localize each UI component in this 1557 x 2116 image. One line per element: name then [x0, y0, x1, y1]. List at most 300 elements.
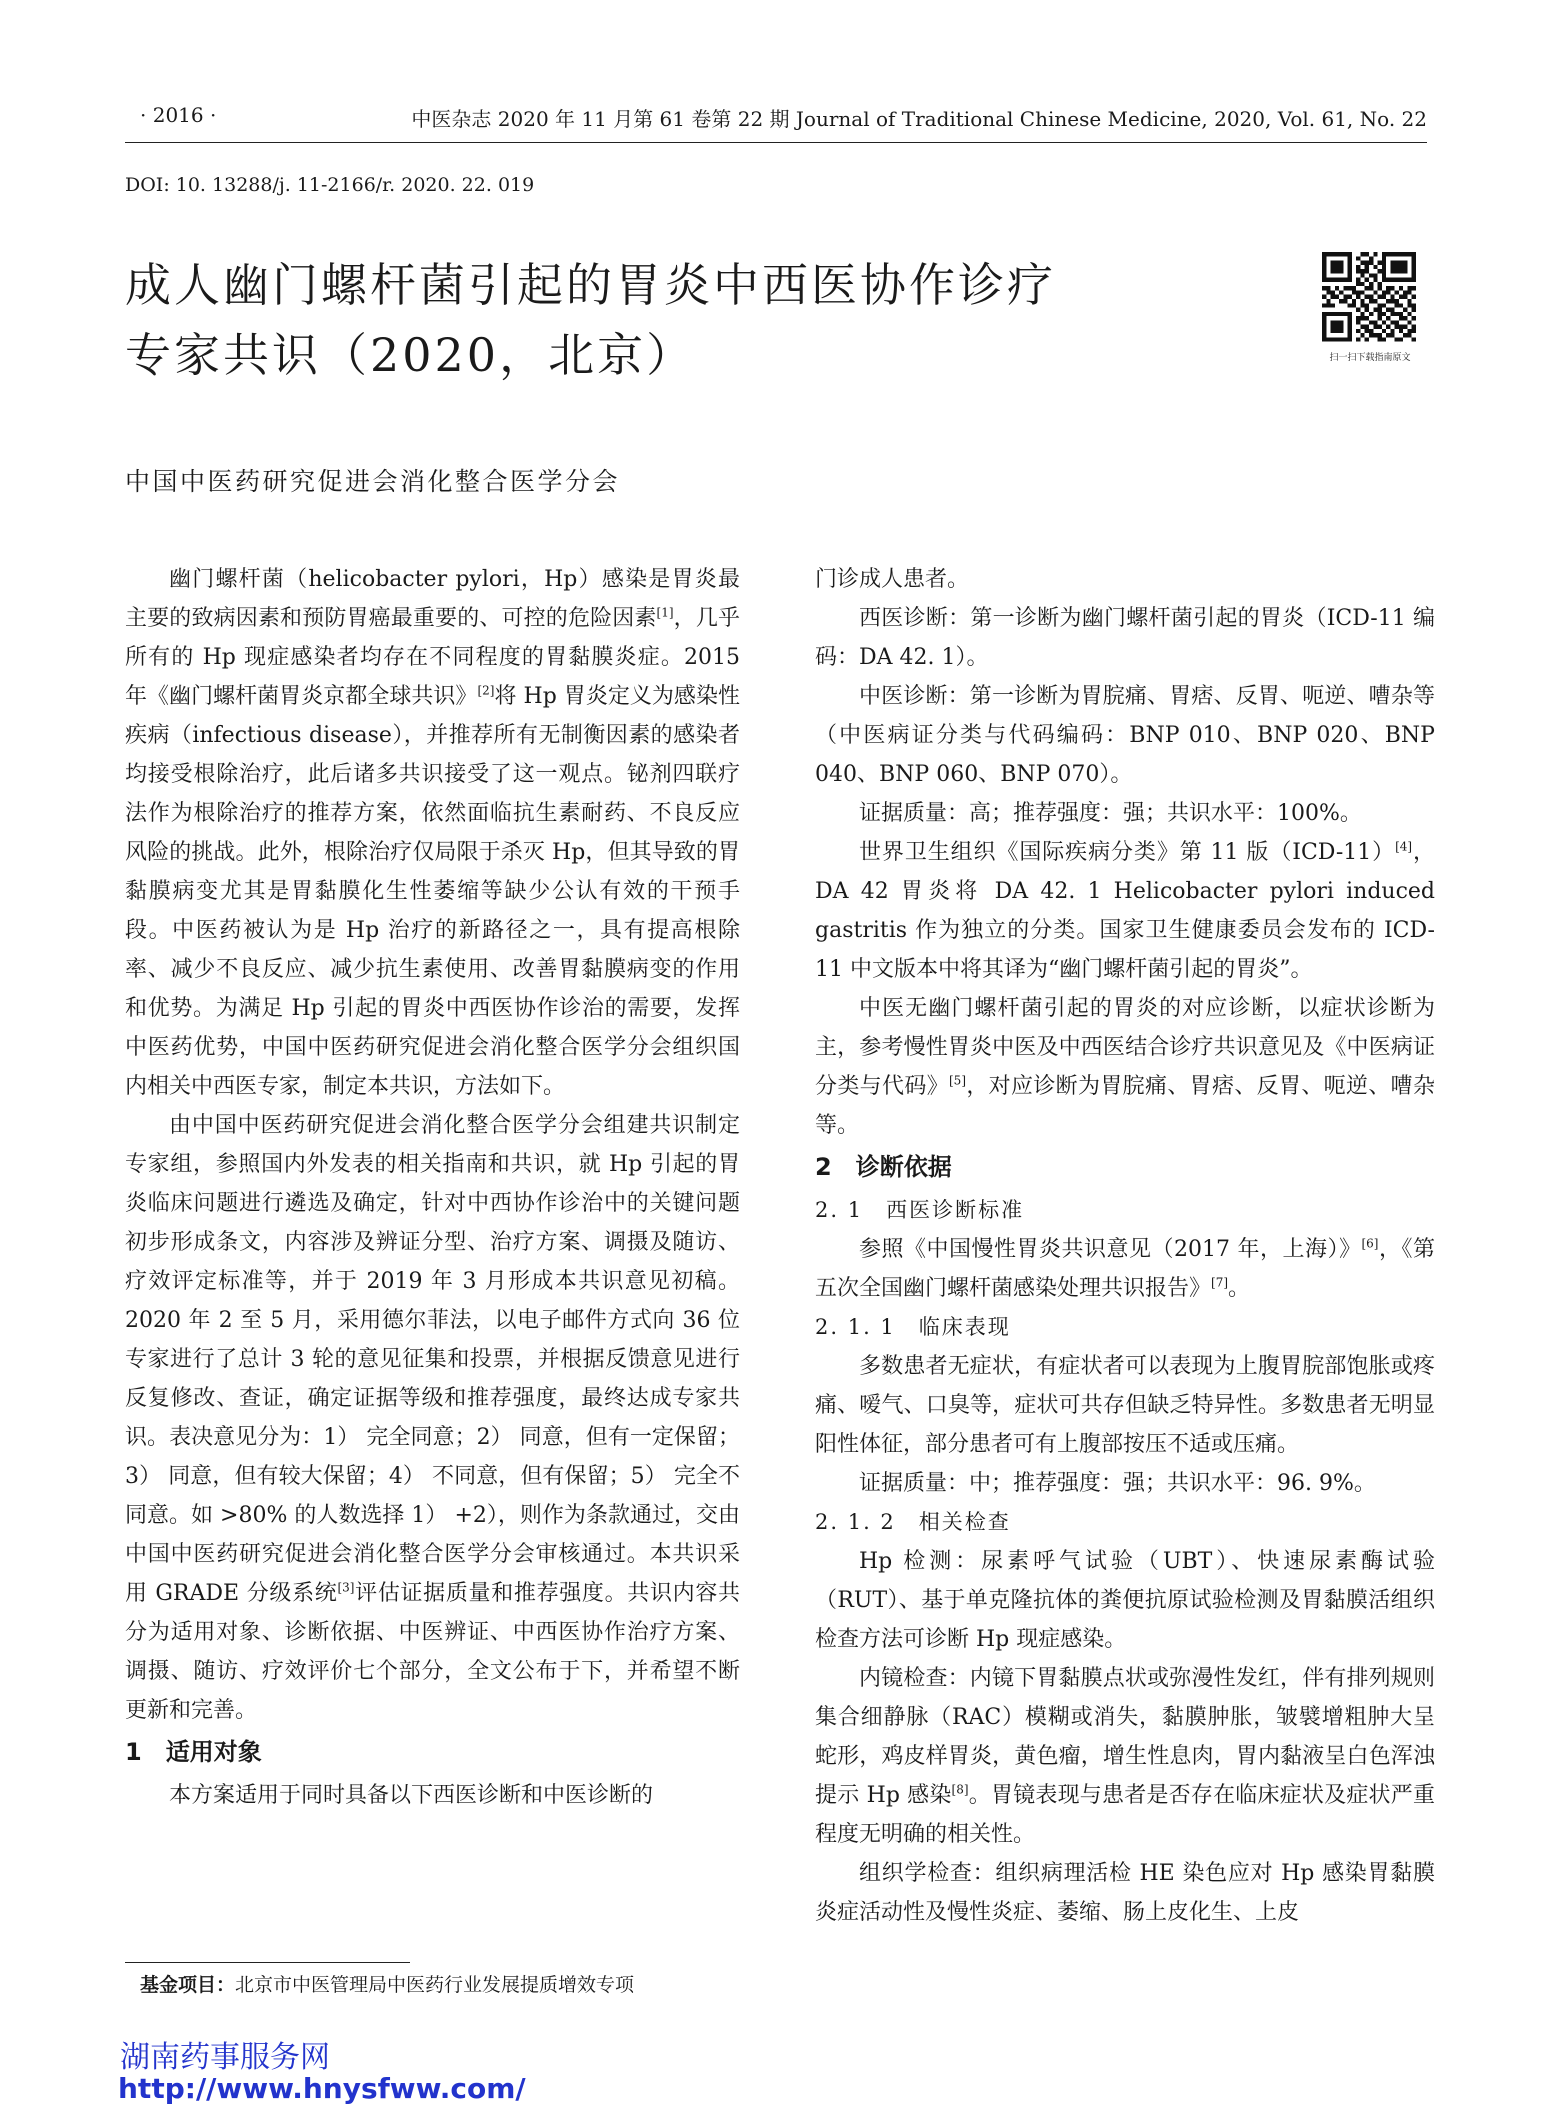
- qr-module: [1343, 278, 1347, 282]
- qr-module: [1348, 312, 1352, 316]
- qr-module: [1407, 290, 1411, 294]
- qr-module: [1365, 252, 1369, 256]
- qr-module: [1403, 265, 1407, 269]
- qr-module: [1322, 261, 1326, 265]
- paragraph: 世界卫生组织《国际疾病分类》第 11 版（ICD-11）[4]，DA 42 胃炎将 DA 42. 1 Helicobacter pylori induced gastritis 作为独立的分类。国家卫生健康委员会发布的 ICD-11 中文版本中将其译为“幽门螺杆菌引起的胃炎”。: [815, 839, 1435, 982]
- subsection-heading: 2. 1. 1 临床表现: [815, 1315, 1011, 1339]
- qr-module: [1390, 299, 1394, 303]
- watermark-url[interactable]: http://www.hnysfww.com/: [118, 2072, 526, 2105]
- citation[interactable]: [3]: [337, 1580, 355, 1595]
- qr-module: [1382, 337, 1386, 341]
- qr-module: [1412, 256, 1416, 260]
- qr-module: [1373, 333, 1377, 337]
- qr-module: [1326, 252, 1330, 256]
- qr-module: [1403, 261, 1407, 265]
- qr-module: [1360, 325, 1364, 329]
- qr-module: [1365, 316, 1369, 320]
- qr-module: [1360, 252, 1364, 256]
- paragraph: 中医无幽门螺杆菌引起的胃炎的对应诊断，以症状诊断为主，参考慢性胃炎中医及中西医结合诊疗共识意见及《中医病证分类与代码》[5]，对应诊断为胃脘痛、胃痞、反胃、呃逆、嘈杂等。: [815, 996, 1435, 1138]
- qr-module: [1378, 312, 1382, 316]
- citation[interactable]: [8]: [951, 1782, 969, 1797]
- qr-module: [1407, 252, 1411, 256]
- qr-module: [1356, 265, 1360, 269]
- qr-module: [1348, 273, 1352, 277]
- qr-module: [1343, 252, 1347, 256]
- qr-module: [1365, 329, 1369, 333]
- qr-module: [1378, 303, 1382, 307]
- qr-module: [1399, 286, 1403, 290]
- qr-module: [1395, 299, 1399, 303]
- qr-module: [1386, 316, 1390, 320]
- qr-module: [1360, 312, 1364, 316]
- qr-module: [1348, 329, 1352, 333]
- qr-module: [1326, 278, 1330, 282]
- qr-module: [1395, 290, 1399, 294]
- qr-module: [1352, 286, 1356, 290]
- qr-module: [1369, 295, 1373, 299]
- qr-module: [1360, 290, 1364, 294]
- qr-module: [1399, 295, 1403, 299]
- qr-module: [1412, 278, 1416, 282]
- qr-module: [1378, 325, 1382, 329]
- qr-module: [1339, 269, 1343, 273]
- qr-module: [1382, 278, 1386, 282]
- qr-module: [1369, 312, 1373, 316]
- qr-module: [1369, 320, 1373, 324]
- title-line-1: 成人幽门螺杆菌引起的胃炎中西医协作诊疗: [125, 258, 1056, 312]
- qr-module: [1395, 278, 1399, 282]
- footnote-label: 基金项目：: [140, 1974, 236, 1996]
- qr-module: [1322, 265, 1326, 269]
- qr-module: [1339, 278, 1343, 282]
- qr-module: [1322, 278, 1326, 282]
- qr-module: [1382, 256, 1386, 260]
- qr-module: [1378, 295, 1382, 299]
- qr-module: [1412, 325, 1416, 329]
- subsection-heading: 2. 1. 2 相关检查: [815, 1510, 1011, 1534]
- paragraph: 西医诊断：第一诊断为幽门螺杆菌引起的胃炎（ICD-11 编码：DA 42. 1）。: [815, 606, 1435, 670]
- qr-module: [1348, 303, 1352, 307]
- qr-module: [1339, 261, 1343, 265]
- section-heading: 2 诊断依据: [815, 1153, 952, 1181]
- qr-module: [1399, 303, 1403, 307]
- qr-module: [1326, 312, 1330, 316]
- qr-module: [1322, 312, 1326, 316]
- qr-module: [1348, 252, 1352, 256]
- qr-module: [1339, 290, 1343, 294]
- qr-module: [1365, 286, 1369, 290]
- qr-module: [1331, 265, 1335, 269]
- qr-module: [1369, 333, 1373, 337]
- qr-module: [1335, 265, 1339, 269]
- qr-module: [1378, 282, 1382, 286]
- citation[interactable]: [5]: [949, 1073, 966, 1088]
- qr-module: [1412, 295, 1416, 299]
- paragraph: 中医诊断：第一诊断为胃脘痛、胃痞、反胃、呃逆、嘈杂等（中医病证分类与代码编码：BNP 010、BNP 020、BNP 040、BNP 060、BNP 070）。: [815, 684, 1435, 787]
- qr-module: [1356, 316, 1360, 320]
- qr-module: [1331, 337, 1335, 341]
- paragraph: 门诊成人患者。: [815, 567, 970, 592]
- qr-module: [1356, 269, 1360, 273]
- qr-module: [1386, 286, 1390, 290]
- qr-module: [1399, 316, 1403, 320]
- qr-caption: 扫一扫下载指南原文: [1329, 353, 1411, 363]
- qr-module: [1407, 329, 1411, 333]
- qr-module: [1382, 290, 1386, 294]
- qr-module: [1348, 265, 1352, 269]
- qr-module: [1382, 329, 1386, 333]
- qr-module: [1326, 303, 1330, 307]
- qr-module: [1390, 265, 1394, 269]
- qr-module: [1373, 278, 1377, 282]
- qr-module: [1360, 282, 1364, 286]
- evidence-statement: 证据质量：高；推荐强度：强；共识水平：100%。: [859, 801, 1362, 826]
- paragraph: 幽门螺杆菌（helicobacter pylori，Hp）感染是胃炎最主要的致病因素和预防胃癌最重要的、可控的危险因素[1]，几乎所有的 Hp 现症感染者均存在不同程度的胃黏膜炎症。2015 年《幽门螺杆菌胃炎京都全球共识》[2]将 Hp 胃炎定义为感染性疾病（infectious disease），并推荐所有无制衡因素的感染者均接受根除治疗，此后诸多共识接受了这一观点。铋剂四联疗法作为根除治疗的推荐方案，依然面临抗生素耐药、不良反应风险的挑战。此外，根除治疗仅局限于杀灭 Hp，但其导致的胃黏膜病变尤其是胃黏膜化生性萎缩等缺少公认有效的干预手段。中医药被认为是 Hp 治疗的新路径之一，具有提高根除率、减少不良反应、减少抗生素使用、改善胃黏膜病变的作用和优势。为满足 Hp 引起的胃炎中西医协作诊治的需要，发挥中医药优势，中国中医药研究促进会消化整合医学分会组织国内相关中西医专家，制定本共识，方法如下。: [125, 567, 740, 1099]
- qr-module: [1352, 299, 1356, 303]
- qr-module: [1395, 320, 1399, 324]
- qr-module: [1322, 316, 1326, 320]
- journal-header: 中医杂志 2020 年 11 月第 61 卷第 22 期 Journal of Traditional Chinese Medicine, 2020, Vol. 61, No. 22: [411, 107, 1427, 131]
- qr-module: [1407, 278, 1411, 282]
- qr-code[interactable]: [1322, 252, 1416, 346]
- qr-module: [1382, 261, 1386, 265]
- qr-module: [1382, 295, 1386, 299]
- qr-module: [1335, 261, 1339, 265]
- qr-module: [1407, 312, 1411, 316]
- qr-module: [1331, 252, 1335, 256]
- watermark-site-name: 湖南药事服务网: [120, 2040, 330, 2075]
- qr-module: [1339, 299, 1343, 303]
- qr-module: [1403, 278, 1407, 282]
- qr-module: [1360, 316, 1364, 320]
- qr-module: [1369, 282, 1373, 286]
- qr-module: [1339, 325, 1343, 329]
- qr-module: [1373, 290, 1377, 294]
- title-line-2: 专家共识（2020，北京）: [125, 328, 696, 382]
- qr-module: [1339, 312, 1343, 316]
- qr-module: [1407, 299, 1411, 303]
- qr-module: [1322, 286, 1326, 290]
- citation[interactable]: [4]: [1395, 839, 1413, 854]
- qr-module: [1322, 269, 1326, 273]
- qr-module: [1365, 308, 1369, 312]
- qr-module: [1390, 286, 1394, 290]
- article-title: [125, 250, 1056, 390]
- qr-module: [1348, 295, 1352, 299]
- qr-module: [1360, 299, 1364, 303]
- qr-module: [1378, 261, 1382, 265]
- qr-module: [1373, 325, 1377, 329]
- qr-module: [1412, 337, 1416, 341]
- qr-module: [1348, 269, 1352, 273]
- qr-module: [1365, 295, 1369, 299]
- qr-module: [1356, 329, 1360, 333]
- qr-module: [1399, 329, 1403, 333]
- qr-module: [1378, 308, 1382, 312]
- qr-module: [1412, 308, 1416, 312]
- paragraph: Hp 检测：尿素呼气试验（UBT）、快速尿素酶试验（RUT）、基于单克隆抗体的粪便抗原试验检测及胃黏膜活组织检查方法可诊断 Hp 现症感染。: [815, 1549, 1435, 1652]
- qr-module: [1403, 295, 1407, 299]
- qr-module: [1335, 312, 1339, 316]
- author-organization: 中国中医药研究促进会消化整合医学分会: [125, 467, 621, 496]
- qr-module: [1322, 303, 1326, 307]
- qr-module: [1390, 278, 1394, 282]
- qr-module: [1356, 278, 1360, 282]
- qr-module: [1322, 295, 1326, 299]
- qr-module: [1348, 337, 1352, 341]
- qr-module: [1360, 333, 1364, 337]
- qr-module: [1412, 329, 1416, 333]
- qr-module: [1373, 265, 1377, 269]
- qr-module: [1386, 333, 1390, 337]
- qr-module: [1360, 269, 1364, 273]
- qr-module: [1365, 265, 1369, 269]
- qr-module: [1326, 299, 1330, 303]
- qr-module: [1348, 320, 1352, 324]
- footnote-rule: [125, 1962, 410, 1963]
- qr-module: [1412, 269, 1416, 273]
- qr-module: [1356, 295, 1360, 299]
- qr-module: [1356, 308, 1360, 312]
- qr-module: [1390, 261, 1394, 265]
- qr-module: [1339, 265, 1343, 269]
- qr-module: [1403, 325, 1407, 329]
- qr-module: [1395, 312, 1399, 316]
- qr-module: [1378, 337, 1382, 341]
- qr-module: [1395, 261, 1399, 265]
- qr-module: [1343, 299, 1347, 303]
- qr-module: [1382, 312, 1386, 316]
- qr-module: [1365, 337, 1369, 341]
- qr-module: [1331, 261, 1335, 265]
- qr-module: [1412, 286, 1416, 290]
- qr-module: [1390, 329, 1394, 333]
- qr-module: [1403, 269, 1407, 273]
- qr-module: [1378, 316, 1382, 320]
- qr-module: [1335, 295, 1339, 299]
- qr-module: [1395, 252, 1399, 256]
- qr-module: [1322, 256, 1326, 260]
- qr-module: [1322, 333, 1326, 337]
- qr-module: [1348, 256, 1352, 260]
- doi: DOI: 10. 13288/j. 11-2166/r. 2020. 22. 019: [125, 174, 535, 196]
- qr-module: [1390, 333, 1394, 337]
- qr-module: [1412, 265, 1416, 269]
- section-heading: 1 适用对象: [125, 1738, 262, 1766]
- qr-module: [1378, 333, 1382, 337]
- qr-module: [1412, 261, 1416, 265]
- qr-module: [1382, 252, 1386, 256]
- qr-module: [1356, 320, 1360, 324]
- qr-module: [1373, 299, 1377, 303]
- qr-module: [1386, 299, 1390, 303]
- qr-module: [1348, 261, 1352, 265]
- qr-module: [1382, 320, 1386, 324]
- qr-module: [1386, 325, 1390, 329]
- citation[interactable]: [2]: [477, 683, 495, 698]
- header-rule: [125, 142, 1427, 143]
- qr-module: [1399, 325, 1403, 329]
- qr-module: [1365, 278, 1369, 282]
- qr-module: [1403, 308, 1407, 312]
- qr-module: [1412, 316, 1416, 320]
- qr-module: [1322, 329, 1326, 333]
- qr-module: [1343, 286, 1347, 290]
- qr-module: [1326, 286, 1330, 290]
- qr-module: [1369, 299, 1373, 303]
- qr-module: [1403, 316, 1407, 320]
- qr-module: [1331, 290, 1335, 294]
- qr-module: [1390, 312, 1394, 316]
- qr-module: [1335, 269, 1339, 273]
- left-column: [125, 560, 740, 1815]
- qr-module: [1395, 265, 1399, 269]
- qr-module: [1407, 286, 1411, 290]
- qr-module: [1399, 265, 1403, 269]
- qr-module: [1356, 256, 1360, 260]
- qr-module: [1331, 312, 1335, 316]
- qr-module: [1373, 320, 1377, 324]
- citation[interactable]: [7]: [1211, 1275, 1229, 1290]
- qr-module: [1382, 265, 1386, 269]
- qr-module: [1412, 252, 1416, 256]
- qr-module: [1348, 325, 1352, 329]
- qr-module: [1322, 337, 1326, 341]
- qr-module: [1382, 269, 1386, 273]
- qr-module: [1373, 273, 1377, 277]
- qr-module: [1365, 303, 1369, 307]
- qr-module: [1331, 329, 1335, 333]
- qr-module: [1348, 278, 1352, 282]
- qr-module: [1335, 337, 1339, 341]
- qr-module: [1399, 278, 1403, 282]
- paragraph: 由中国中医药研究促进会消化整合医学分会组建共识制定专家组，参照国内外发表的相关指南和共识，就 Hp 引起的胃炎临床问题进行遴选及确定，针对中西协作诊治中的关键问题初步形成条文，内容涉及辨证分型、治疗方案、调摄及随访、疗效评定标准等，并于 2019 年 3 月形成本共识意见初稿。2020 年 2 至 5 月，采用德尔菲法，以电子邮件方式向 36 位专家进行了总计 3 轮的意见征集和投票，并根据反馈意见进行反复修改、查证，确定证据等级和推荐强度，最终达成专家共识。表决意见分为：1） 完全同意；2） 同意，但有一定保留；3） 同意，但有较大保留；4） 不同意，但有保留；5） 完全不同意。如 >80% 的人数选择 1） +2），则作为条款通过，交由中国中医药研究促进会消化整合医学分会审核通过。本共识采用 GRADE 分级系统[3]评估证据质量和推荐强度。共识内容共分为适用对象、诊断依据、中医辨证、中西医协作治疗方案、调摄、随访、疗效评价七个部分，全文公布于下，并希望不断更新和完善。: [125, 1113, 740, 1723]
- qr-module: [1412, 303, 1416, 307]
- qr-module: [1390, 295, 1394, 299]
- qr-module: [1343, 312, 1347, 316]
- qr-module: [1382, 303, 1386, 307]
- qr-module: [1365, 261, 1369, 265]
- qr-module: [1378, 286, 1382, 290]
- qr-module: [1326, 337, 1330, 341]
- qr-module: [1395, 269, 1399, 273]
- paragraph: 本方案适用于同时具备以下西医诊断和中医诊断的: [169, 1783, 654, 1808]
- qr-module: [1343, 295, 1347, 299]
- qr-module: [1322, 273, 1326, 277]
- funding-footnote: [140, 1970, 634, 1997]
- qr-module: [1360, 303, 1364, 307]
- qr-module: [1390, 252, 1394, 256]
- qr-module: [1373, 252, 1377, 256]
- qr-module: [1407, 320, 1411, 324]
- qr-module: [1403, 290, 1407, 294]
- paragraph: 组织学检查：组织病理活检 HE 染色应对 Hp 感染胃黏膜炎症活动性及慢性炎症、萎缩、肠上皮化生、上皮: [815, 1861, 1435, 1925]
- qr-module: [1352, 303, 1356, 307]
- qr-module: [1356, 290, 1360, 294]
- qr-module: [1390, 269, 1394, 273]
- qr-module: [1360, 273, 1364, 277]
- paragraph: 参照《中国慢性胃炎共识意见（2017 年，上海）》[6]，《第五次全国幽门螺杆菌感染处理共识报告》[7]。: [815, 1236, 1435, 1301]
- qr-module: [1369, 329, 1373, 333]
- subsection-heading: 2. 1 西医诊断标准: [815, 1198, 1025, 1222]
- qr-module: [1335, 320, 1339, 324]
- qr-module: [1412, 273, 1416, 277]
- qr-module: [1331, 278, 1335, 282]
- qr-module: [1356, 282, 1360, 286]
- qr-module: [1390, 308, 1394, 312]
- qr-module: [1331, 295, 1335, 299]
- qr-module: [1348, 333, 1352, 337]
- qr-module: [1399, 252, 1403, 256]
- qr-module: [1343, 337, 1347, 341]
- qr-module: [1399, 312, 1403, 316]
- footnote-text: 北京市中医管理局中医药行业发展提质增效专项: [235, 1974, 635, 1996]
- qr-module: [1339, 252, 1343, 256]
- qr-module: [1331, 269, 1335, 273]
- qr-module: [1386, 308, 1390, 312]
- qr-module: [1369, 273, 1373, 277]
- qr-module: [1339, 320, 1343, 324]
- qr-module: [1407, 333, 1411, 337]
- qr-module: [1395, 303, 1399, 307]
- citation[interactable]: [6]: [1361, 1236, 1379, 1251]
- qr-module: [1369, 286, 1373, 290]
- qr-module: [1395, 325, 1399, 329]
- qr-module: [1386, 252, 1390, 256]
- qr-module: [1348, 286, 1352, 290]
- qr-module: [1386, 278, 1390, 282]
- qr-module: [1378, 269, 1382, 273]
- qr-module: [1339, 329, 1343, 333]
- qr-module: [1399, 337, 1403, 341]
- qr-module: [1331, 320, 1335, 324]
- qr-module: [1322, 320, 1326, 324]
- qr-module: [1386, 290, 1390, 294]
- qr-module: [1403, 333, 1407, 337]
- qr-module: [1407, 303, 1411, 307]
- right-column: [815, 560, 1435, 1932]
- qr-module: [1335, 278, 1339, 282]
- qr-module: [1352, 290, 1356, 294]
- qr-module: [1399, 269, 1403, 273]
- qr-module: [1339, 337, 1343, 341]
- qr-module: [1331, 325, 1335, 329]
- citation[interactable]: [1]: [656, 605, 674, 620]
- paragraph: 内镜检查：内镜下胃黏膜点状或弥漫性发红，伴有排列规则集合细静脉（RAC）模糊或消失，黏膜肿胀，皱襞增粗肿大呈蛇形，鸡皮样胃炎，黄色瘤，增生性息肉，胃内黏液呈白色浑浊提示 Hp 感染[8]。胃镜表现与患者是否存在临床症状及症状严重程度无明确的相关性。: [815, 1666, 1435, 1847]
- qr-module: [1335, 252, 1339, 256]
- qr-module: [1348, 316, 1352, 320]
- qr-module: [1365, 325, 1369, 329]
- qr-module: [1373, 308, 1377, 312]
- qr-module: [1356, 337, 1360, 341]
- qr-module: [1335, 286, 1339, 290]
- qr-module: [1382, 273, 1386, 277]
- qr-module: [1403, 252, 1407, 256]
- qr-module: [1331, 303, 1335, 307]
- paragraph: 多数患者无症状，有症状者可以表现为上腹胃脘部饱胀或疼痛、嗳气、口臭等，症状可共存但缺乏特异性。多数患者无明显阳性体征，部分患者可有上腹部按压不适或压痛。: [815, 1354, 1435, 1457]
- qr-module: [1395, 337, 1399, 341]
- qr-module: [1390, 320, 1394, 324]
- page-number: · 2016 ·: [140, 103, 217, 127]
- qr-module: [1326, 290, 1330, 294]
- qr-module: [1360, 261, 1364, 265]
- qr-module: [1399, 261, 1403, 265]
- qr-module: [1322, 252, 1326, 256]
- qr-module: [1335, 329, 1339, 333]
- qr-module: [1335, 325, 1339, 329]
- qr-module: [1369, 256, 1373, 260]
- evidence-statement: 证据质量：中；推荐强度：强；共识水平：96. 9%。: [859, 1471, 1376, 1496]
